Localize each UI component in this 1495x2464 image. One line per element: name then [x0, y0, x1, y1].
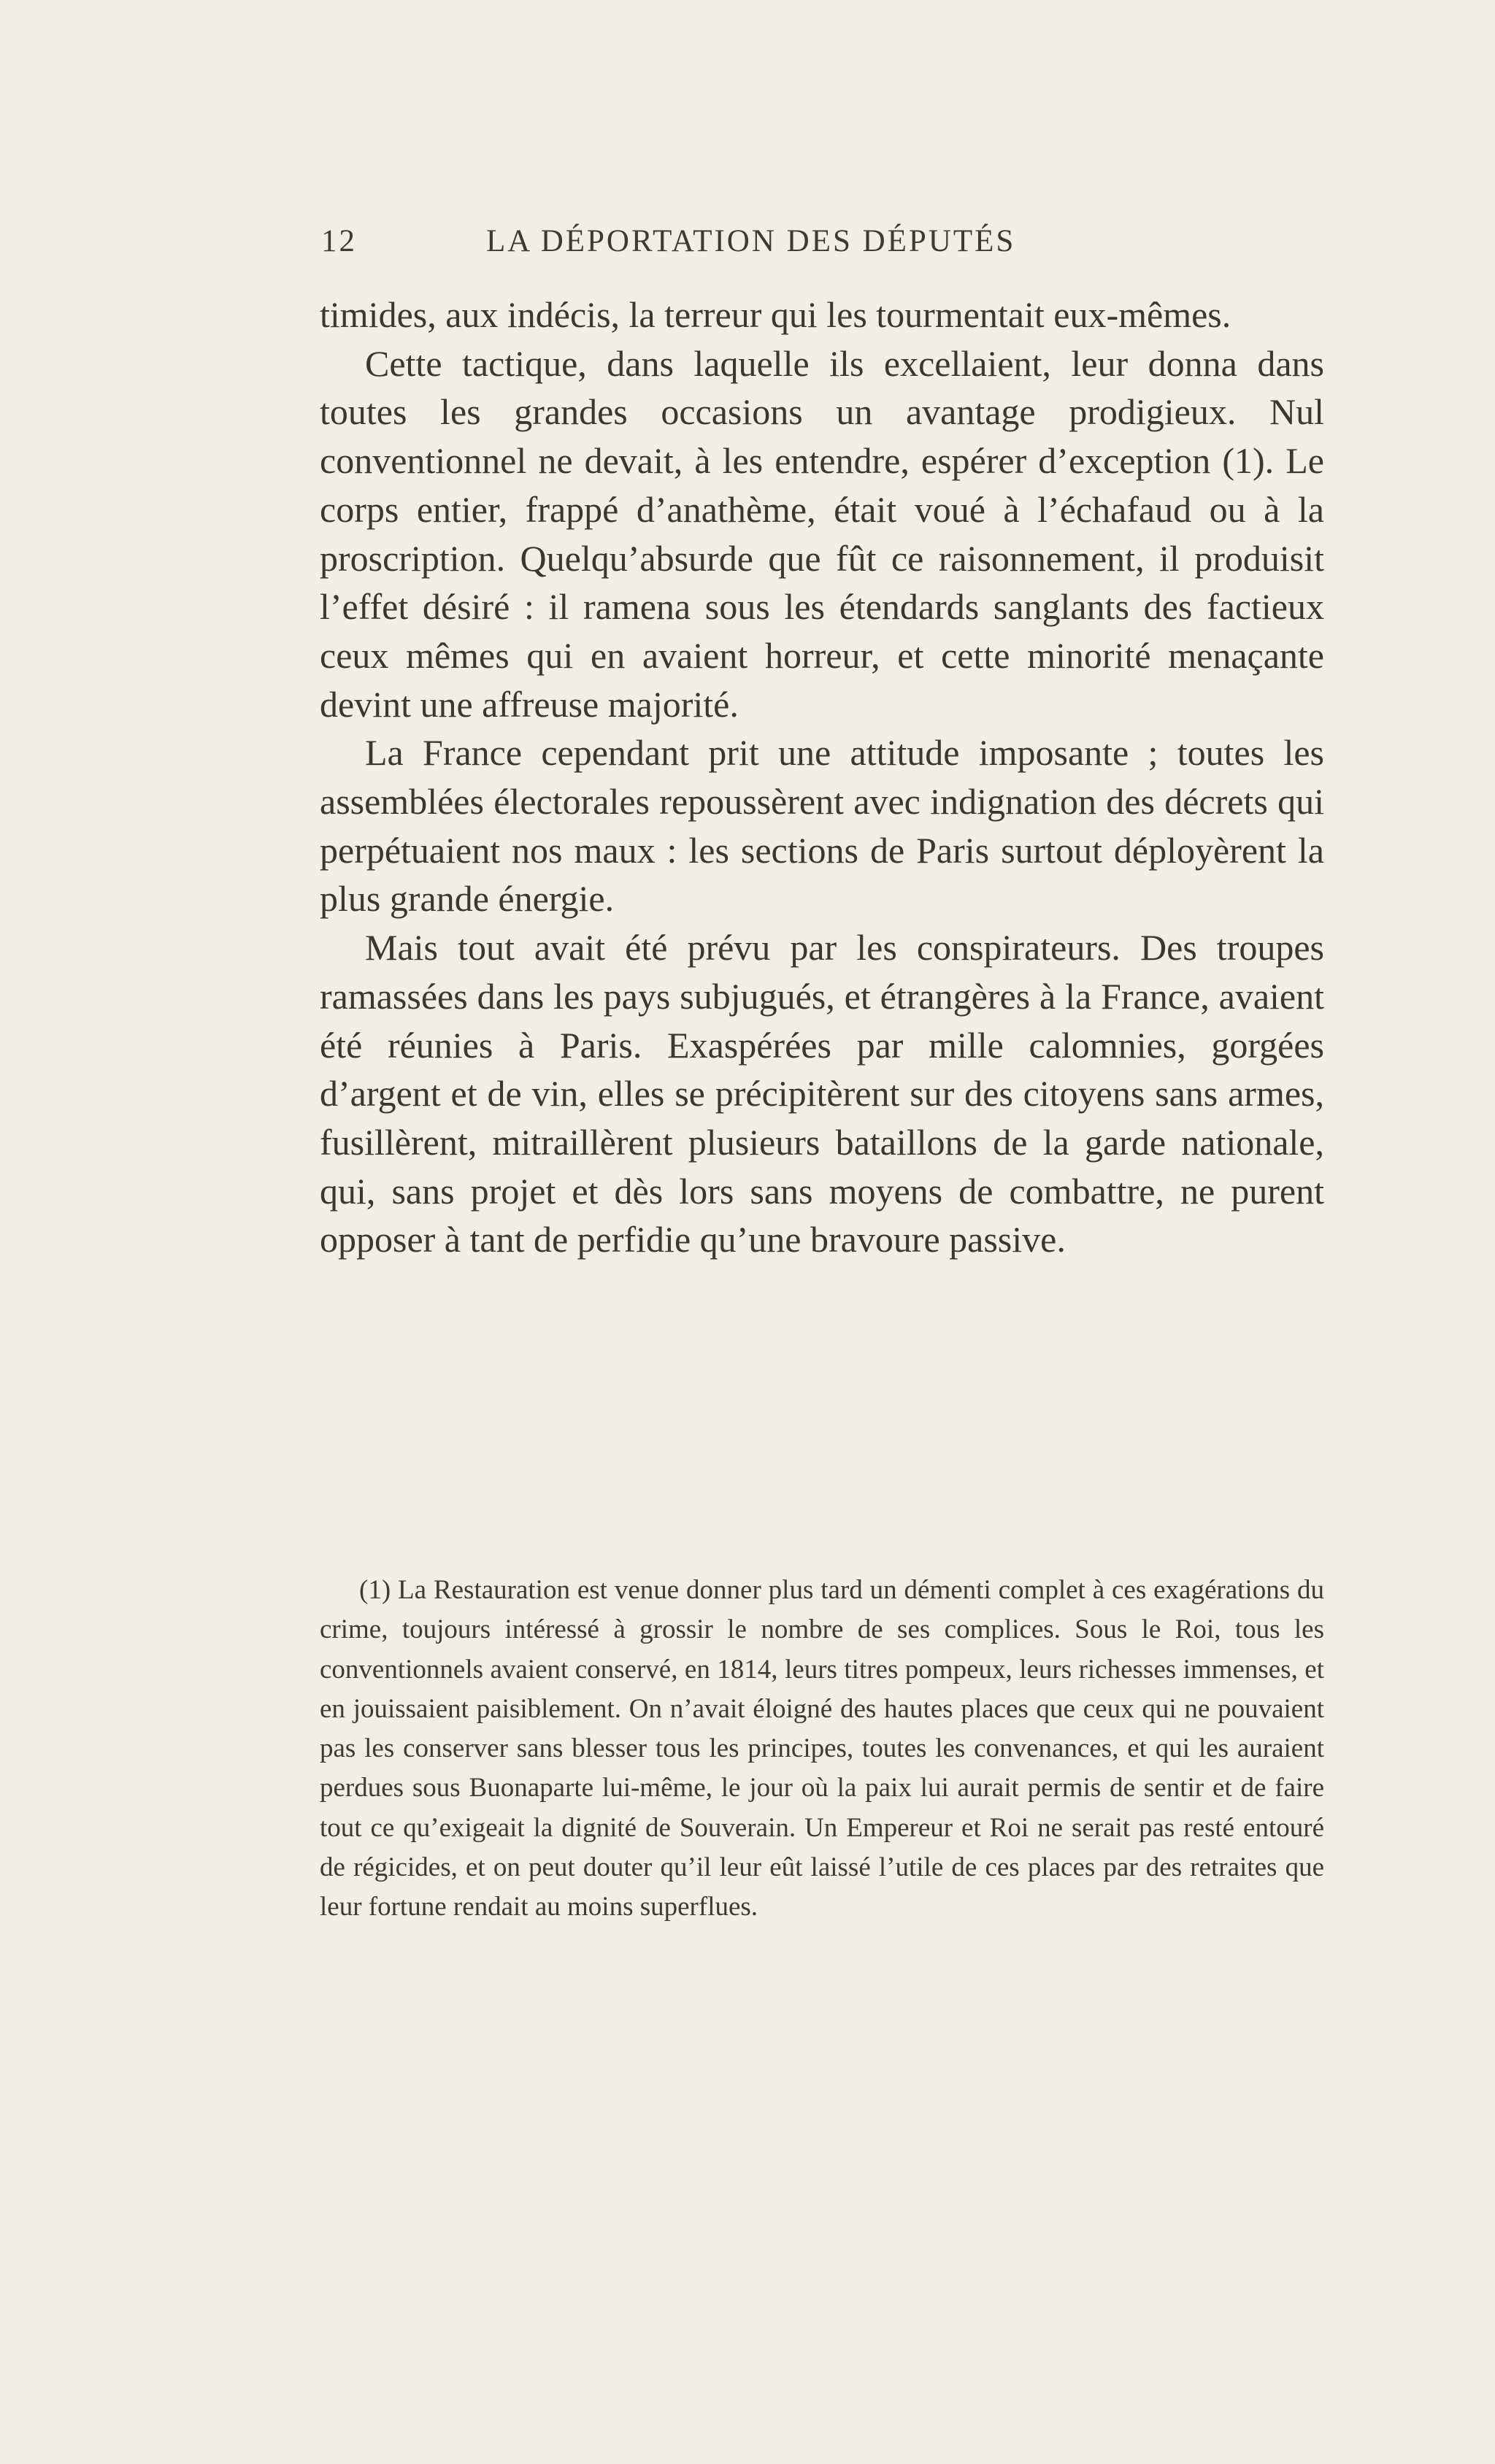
page-number: 12 — [321, 224, 357, 258]
running-head — [321, 223, 1162, 267]
running-title: LA DÉPORTATION DES DÉPUTÉS — [486, 224, 1016, 258]
paragraph: Cette tactique, dans laquelle ils excellaient, leur donna dans toutes les grandes occasions un avantage prodigieux. Nul conventionnel ne devait, à les entendre, espérer d’exception (1). Le corps entier, frappé d’anathème, était voué à l’échafaud ou à la proscription. Quelqu’absurde que fût ce raisonnement, il produisit l’effet désiré : il ramena sous les étendards sanglants des factieux ceux mêmes qui en avaient horreur, et cette minorité menaçante devint une affreuse majorité. — [320, 342, 1324, 725]
footnote-text: (1) La Restauration est venue donner plus tard un démenti complet à ces exagérations du crime, toujours intéressé à grossir le nombre de ses complices. Sous le Roi, tous les conventionnels avaient conservé, en 1814, leurs titres pompeux, leurs richesses immenses, et en jouissaient paisiblement. On n’avait éloigné des hautes places que ceux qui ne pouvaient pas les conserver sans blesser tous les principes, toutes les convenances, et qui les auraient perdues sous Buonaparte lui-même, le jour où la paix lui aurait permis de sentir et de faire tout ce qu’exigeait la dignité de Souverain. Un Empereur et Roi ne serait pas resté entouré de régicides, et on peut douter qu’il leur eût laissé l’utile de ces places par des retraites que leur fortune rendait au moins superflues. — [320, 1575, 1324, 1922]
paragraph-continuation: timides, aux indécis, la terreur qui les tourmentait eux-mêmes. — [320, 294, 1231, 335]
footnote — [320, 1571, 1324, 1928]
paragraph: Mais tout avait été prévu par les conspirateurs. Des troupes ramassées dans les pays subjugués, et étrangères à la France, avaient été réunies à Paris. Exaspérées par mille calomnies, gorgées d’argent et de vin, elles se précipitèrent sur des citoyens sans armes, fusillèrent, mitraillèrent plusieurs bataillons de la garde nationale, qui, sans projet et dès lors sans moyens de combattre, ne purent opposer à tant de perfidie qu’une bravoure passive. — [320, 927, 1324, 1260]
paragraph: La France cependant prit une attitude imposante ; toutes les assemblées électorales repoussèrent avec indignation des décrets qui perpétuaient nos maux : les sections de Paris surtout déployèrent la plus grande énergie. — [320, 732, 1324, 920]
main-text — [320, 290, 1324, 1264]
